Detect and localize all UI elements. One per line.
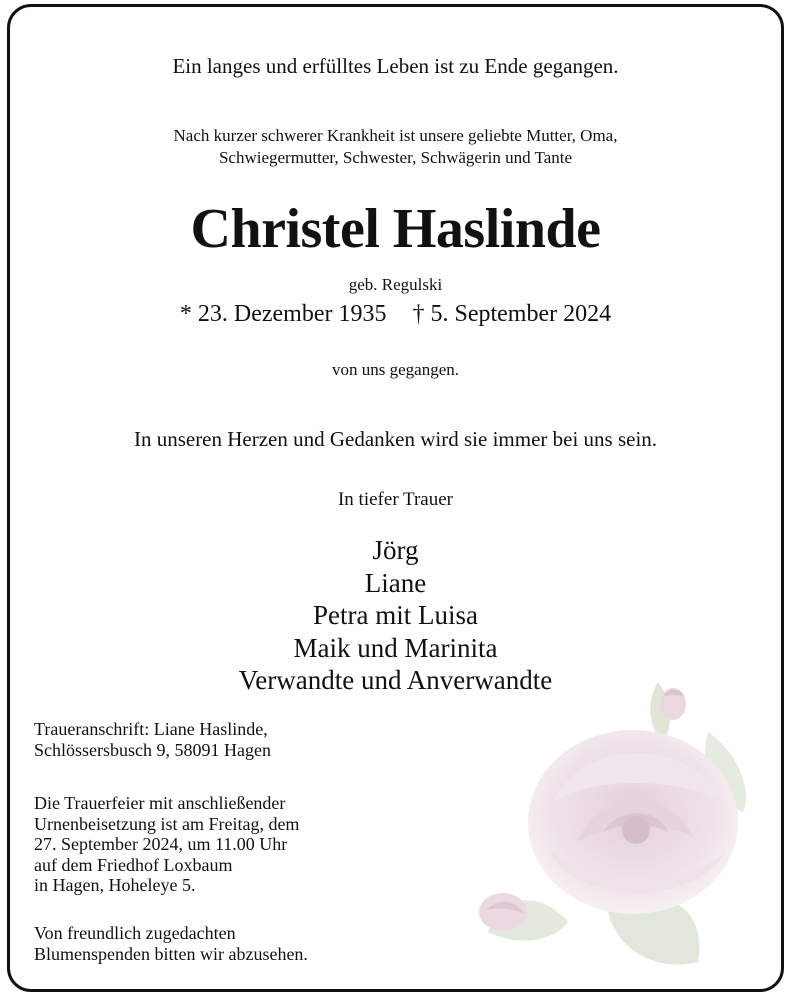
death-date: † 5. September 2024 [412, 301, 612, 327]
flower-request [34, 923, 308, 964]
announcement-line-1: Nach kurzer schwerer Krankheit ist unsere geliebte Mutter, Oma, [173, 126, 618, 145]
flower-line: Blumenspenden bitten wir abzusehen. [34, 943, 308, 964]
mourning-line: In tiefer Trauer [337, 489, 454, 510]
obituary-notice [7, 4, 784, 992]
address-line: Traueranschrift: Liane Haslinde, [34, 719, 268, 739]
ceremony-line: 27. September 2024, um 11.00 Uhr [34, 834, 288, 854]
mourner-name: Verwandte und Anverwandte [238, 665, 553, 695]
mourner-name: Jörg [372, 535, 419, 565]
ceremony-line: in Hagen, Hoheleye 5. [34, 875, 196, 895]
mourner-name: Maik und Marinita [293, 632, 498, 663]
mourner-name: Liane [364, 567, 427, 598]
mourning-address [34, 719, 271, 760]
birth-date: * 23. Dezember 1935 [179, 301, 387, 327]
rose-icon [458, 672, 768, 992]
memorial-quote: In unseren Herzen und Gedanken wird sie immer bei uns sein. [133, 427, 658, 451]
ceremony-line: Urnenbeisetzung ist am Freitag, dem [34, 813, 300, 834]
passed-line: von uns gegangen. [331, 360, 459, 379]
flower-line: Von freundlich zugedachten [34, 923, 236, 943]
life-dates [10, 301, 781, 328]
ceremony-line: Die Trauerfeier mit anschließender [34, 793, 286, 813]
announcement-line-2: Schwiegermutter, Schwester, Schwägerin und Tante [218, 148, 573, 167]
ceremony-line: auf dem Friedhof Loxbaum [34, 854, 233, 875]
mourner-name: Petra mit Luisa [313, 600, 478, 630]
intro-line: Ein langes und erfülltes Leben ist zu Ende gegangen. [172, 54, 619, 78]
deceased-name: Christel Haslinde [190, 198, 601, 260]
announcement-lines [10, 125, 781, 169]
birth-name: geb. Regulski [348, 275, 443, 294]
address-line: Schlössersbusch 9, 58091 Hagen [34, 739, 271, 760]
ceremony-info [34, 793, 299, 896]
